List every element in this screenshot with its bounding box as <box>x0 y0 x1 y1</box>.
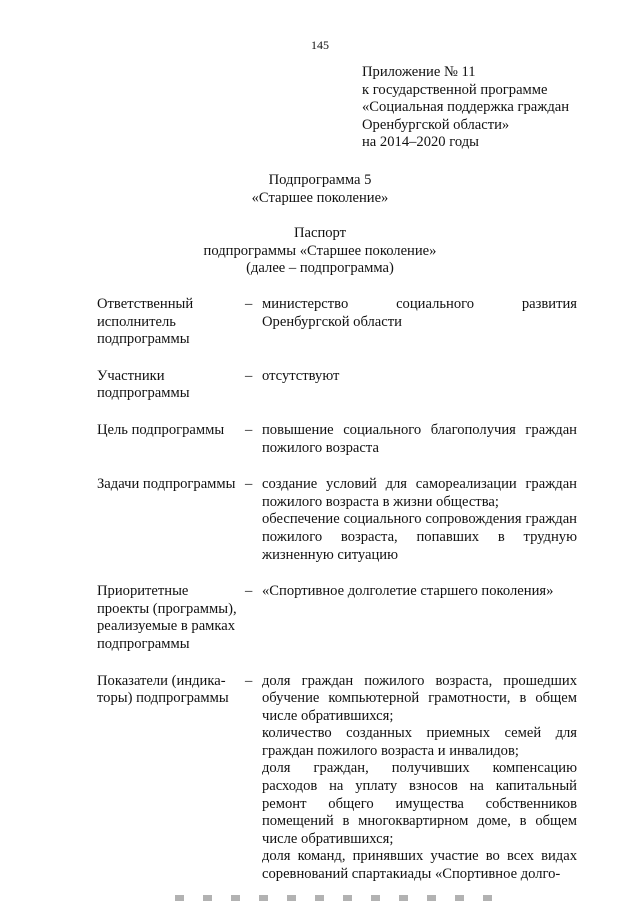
appendix-line: Оренбургской области» <box>362 116 510 133</box>
row-label-line: исполнитель <box>97 313 176 330</box>
appendix-line: Приложение № 11 <box>362 64 476 80</box>
passport-row <box>97 368 577 403</box>
passport-subtitle: подпрограммы «Старшее поколение» <box>203 242 437 259</box>
row-dash: – <box>245 367 253 384</box>
row-label-line: Показатели (индика- <box>97 672 226 689</box>
row-label-line: реализуемые в рамках <box>97 618 236 635</box>
row-value-paragraph: министерство социального развития Оренбургской области <box>262 296 577 330</box>
passport-row <box>97 583 577 653</box>
row-value <box>262 368 577 386</box>
row-dash: – <box>245 672 253 689</box>
row-dash: – <box>245 421 253 438</box>
row-label-line: подпрограммы <box>97 385 190 402</box>
cut-off-text-line <box>175 895 505 901</box>
passport-row <box>97 673 577 884</box>
row-label-line: проекты (программы), <box>97 600 237 617</box>
row-value-paragraph: доля граждан пожилого возраста, прошедших обучение компьютерной грамотности, в общем числе обратившихся; <box>262 672 577 724</box>
row-label-line: торы) подпрограммы <box>97 690 229 707</box>
row-value-paragraph: отсутствуют <box>262 367 340 384</box>
row-label <box>97 476 245 494</box>
passport-title: Паспорт <box>293 225 347 241</box>
row-label-line: Цель подпрограммы <box>97 421 225 438</box>
subprogram-heading <box>0 172 640 207</box>
appendix-line: к государственной программе <box>362 81 548 98</box>
row-value-paragraph: количество созданных приемных семей для граждан пожилого возраста и инвалидов; <box>262 725 577 759</box>
passport-heading <box>0 225 640 278</box>
row-label-line: Участники <box>97 367 165 384</box>
row-value-paragraph: обеспечение социального сопровождения граждан пожилого возраста, попавших в трудную жизненную ситуацию <box>262 511 577 563</box>
passport-row <box>97 296 577 349</box>
appendix-line: «Социальная поддержка граждан <box>362 99 570 116</box>
row-value-paragraph: создание условий для самореализации граждан пожилого возраста в жизни общества; <box>262 476 577 510</box>
row-dash: – <box>245 476 253 493</box>
row-value-paragraph: повышение социального благополучия граждан пожилого возраста <box>262 421 577 456</box>
row-label <box>97 583 245 653</box>
row-label-line: Ответственный <box>97 296 194 312</box>
row-value <box>262 583 577 601</box>
row-value <box>262 296 577 331</box>
row-value-paragraph: доля команд, принявших участие во всех видах соревнований спартакиады «Спортивное долго- <box>262 848 577 883</box>
row-label-line: подпрограммы <box>97 635 190 652</box>
appendix-header <box>362 64 632 152</box>
passport-row <box>97 476 577 564</box>
page-number: 145 <box>311 38 329 52</box>
row-label <box>97 368 245 403</box>
row-value-paragraph: «Спортивное долголетие старшего поколения» <box>262 583 554 600</box>
row-label-line: Задачи подпрограммы <box>97 476 236 493</box>
row-dash: – <box>245 583 253 600</box>
row-label <box>97 296 245 349</box>
row-label <box>97 673 245 708</box>
row-value <box>262 422 577 457</box>
row-label-line: подпрограммы <box>97 331 190 348</box>
row-label <box>97 422 245 440</box>
subprogram-number: Подпрограмма 5 <box>268 172 372 188</box>
row-dash: – <box>245 296 253 312</box>
subprogram-title: «Старшее поколение» <box>251 189 389 206</box>
appendix-line: на 2014–2020 годы <box>362 134 479 151</box>
row-value <box>262 476 577 564</box>
row-value <box>262 673 577 884</box>
passport-row <box>97 422 577 457</box>
row-label-line: Приоритетные <box>97 583 189 600</box>
passport-table <box>97 296 577 884</box>
passport-note: (далее – подпрограмма) <box>246 260 394 277</box>
row-value-paragraph: доля граждан, получивших компенсацию расходов на уплату взносов на капитальный ремонт общего имущества собственников помещений в многоквартирном доме, в общем числе обратившихся; <box>262 760 577 847</box>
